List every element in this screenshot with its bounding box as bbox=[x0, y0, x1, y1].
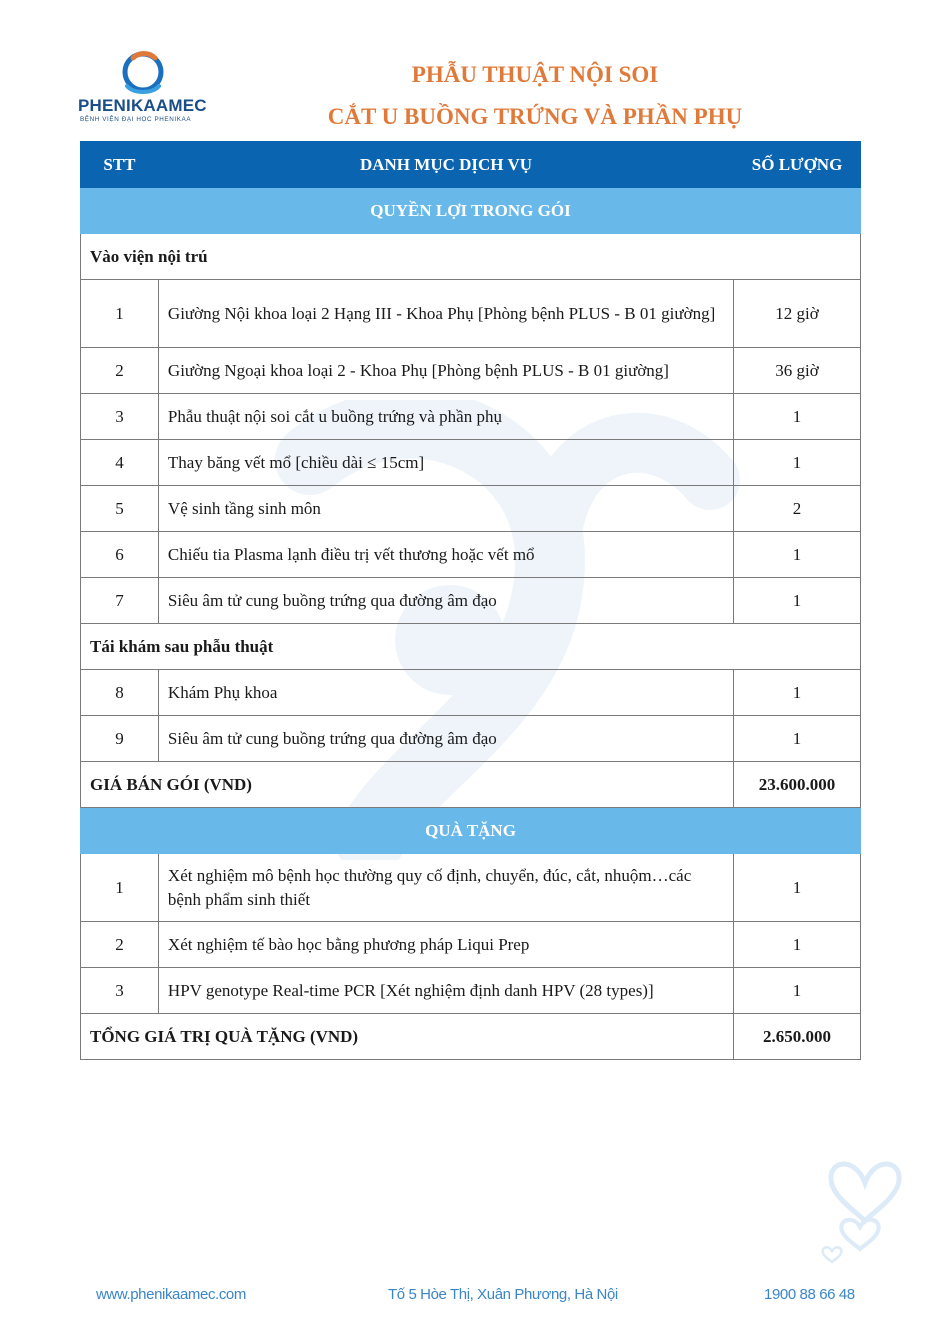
row-service: Vệ sinh tầng sinh môn bbox=[158, 486, 733, 532]
page-title bbox=[270, 54, 800, 138]
row-number: 9 bbox=[81, 716, 159, 762]
package-price-value: 23.600.000 bbox=[734, 762, 861, 808]
row-quantity: 1 bbox=[734, 578, 861, 624]
row-quantity: 12 giờ bbox=[734, 280, 861, 348]
row-number: 7 bbox=[81, 578, 159, 624]
row-service: Phẫu thuật nội soi cắt u buồng trứng và phần phụ bbox=[158, 394, 733, 440]
section-benefits-label: QUYỀN LỢI TRONG GÓI bbox=[81, 188, 861, 234]
table-row bbox=[81, 922, 861, 968]
row-service: Giường Nội khoa loại 2 Hạng III - Khoa Phụ [Phòng bệnh PLUS - B 01 giường] bbox=[158, 280, 733, 348]
row-quantity: 1 bbox=[734, 854, 861, 922]
table-row bbox=[81, 394, 861, 440]
heart-decoration-icon bbox=[820, 1135, 910, 1275]
page-title-line1: PHẪU THUẬT NỘI SOI bbox=[411, 62, 659, 87]
header-service: DANH MỤC DỊCH VỤ bbox=[158, 142, 733, 188]
gift-total-row bbox=[81, 1014, 861, 1060]
row-service: Chiếu tia Plasma lạnh điều trị vết thương hoặc vết mổ bbox=[158, 532, 733, 578]
logo-emblem-icon bbox=[119, 50, 167, 98]
row-number: 2 bbox=[81, 348, 159, 394]
logo-name bbox=[78, 96, 218, 116]
row-quantity: 1 bbox=[734, 716, 861, 762]
header-quantity: SỐ LƯỢNG bbox=[734, 142, 861, 188]
section-gifts-label: QUÀ TẶNG bbox=[81, 808, 861, 854]
section-benefits bbox=[81, 188, 861, 234]
footer-website-link[interactable]: www.phenikaamec.com bbox=[96, 1286, 246, 1303]
table-row bbox=[81, 532, 861, 578]
row-quantity: 1 bbox=[734, 440, 861, 486]
table-row bbox=[81, 280, 861, 348]
row-number: 1 bbox=[81, 280, 159, 348]
row-number: 3 bbox=[81, 394, 159, 440]
table-row bbox=[81, 578, 861, 624]
table-row bbox=[81, 968, 861, 1014]
page-title-line2: CẮT U BUỒNG TRỨNG VÀ PHẦN PHỤ bbox=[327, 104, 743, 129]
table-row bbox=[81, 670, 861, 716]
table-header-row bbox=[81, 142, 861, 188]
footer-address: Tố 5 Hòe Thị, Xuân Phương, Hà Nội bbox=[388, 1286, 618, 1303]
row-number: 6 bbox=[81, 532, 159, 578]
row-quantity: 36 giờ bbox=[734, 348, 861, 394]
gift-total-value: 2.650.000 bbox=[734, 1014, 861, 1060]
row-service: Thay băng vết mổ [chiều dài ≤ 15cm] bbox=[158, 440, 733, 486]
row-number: 1 bbox=[81, 854, 159, 922]
table-row bbox=[81, 348, 861, 394]
row-service: Siêu âm tử cung buồng trứng qua đường âm đạo bbox=[158, 578, 733, 624]
row-service: Khám Phụ khoa bbox=[158, 670, 733, 716]
row-service: Xét nghiệm mô bệnh học thường quy cố định, chuyển, đúc, cắt, nhuộm…các bệnh phẩm sinh thiết bbox=[158, 854, 733, 922]
logo-name-part1: PHENIKAA bbox=[78, 96, 169, 115]
table-row bbox=[81, 716, 861, 762]
row-quantity: 1 bbox=[734, 670, 861, 716]
package-price-row bbox=[81, 762, 861, 808]
row-quantity: 2 bbox=[734, 486, 861, 532]
row-quantity: 1 bbox=[734, 922, 861, 968]
row-quantity: 1 bbox=[734, 394, 861, 440]
service-package-table bbox=[80, 141, 861, 1060]
logo-subtitle: BỆNH VIỆN ĐẠI HỌC PHENIKAA bbox=[80, 116, 192, 123]
logo-name-part2: MEC bbox=[168, 96, 207, 115]
row-quantity: 1 bbox=[734, 532, 861, 578]
row-quantity: 1 bbox=[734, 968, 861, 1014]
table-row bbox=[81, 440, 861, 486]
row-number: 4 bbox=[81, 440, 159, 486]
table-row bbox=[81, 854, 861, 922]
row-service: HPV genotype Real-time PCR [Xét nghiệm định danh HPV (28 types)] bbox=[158, 968, 733, 1014]
group-followup-label: Tái khám sau phẫu thuật bbox=[81, 624, 861, 670]
row-number: 5 bbox=[81, 486, 159, 532]
row-service: Xét nghiệm tế bào học bằng phương pháp Liqui Prep bbox=[158, 922, 733, 968]
group-followup bbox=[81, 624, 861, 670]
table-row bbox=[81, 486, 861, 532]
row-number: 3 bbox=[81, 968, 159, 1014]
package-price-label: GIÁ BÁN GÓI (VND) bbox=[81, 762, 734, 808]
group-inpatient bbox=[81, 234, 861, 280]
group-inpatient-label: Vào viện nội trú bbox=[81, 234, 861, 280]
hospital-logo bbox=[78, 50, 218, 130]
row-service: Siêu âm tử cung buồng trứng qua đường âm đạo bbox=[158, 716, 733, 762]
section-gifts bbox=[81, 808, 861, 854]
header-stt: STT bbox=[81, 142, 159, 188]
row-number: 2 bbox=[81, 922, 159, 968]
gift-total-label: TỔNG GIÁ TRỊ QUÀ TẶNG (VND) bbox=[81, 1014, 734, 1060]
row-service: Giường Ngoại khoa loại 2 - Khoa Phụ [Phòng bệnh PLUS - B 01 giường] bbox=[158, 348, 733, 394]
row-number: 8 bbox=[81, 670, 159, 716]
footer-phone[interactable]: 1900 88 66 48 bbox=[764, 1286, 855, 1303]
